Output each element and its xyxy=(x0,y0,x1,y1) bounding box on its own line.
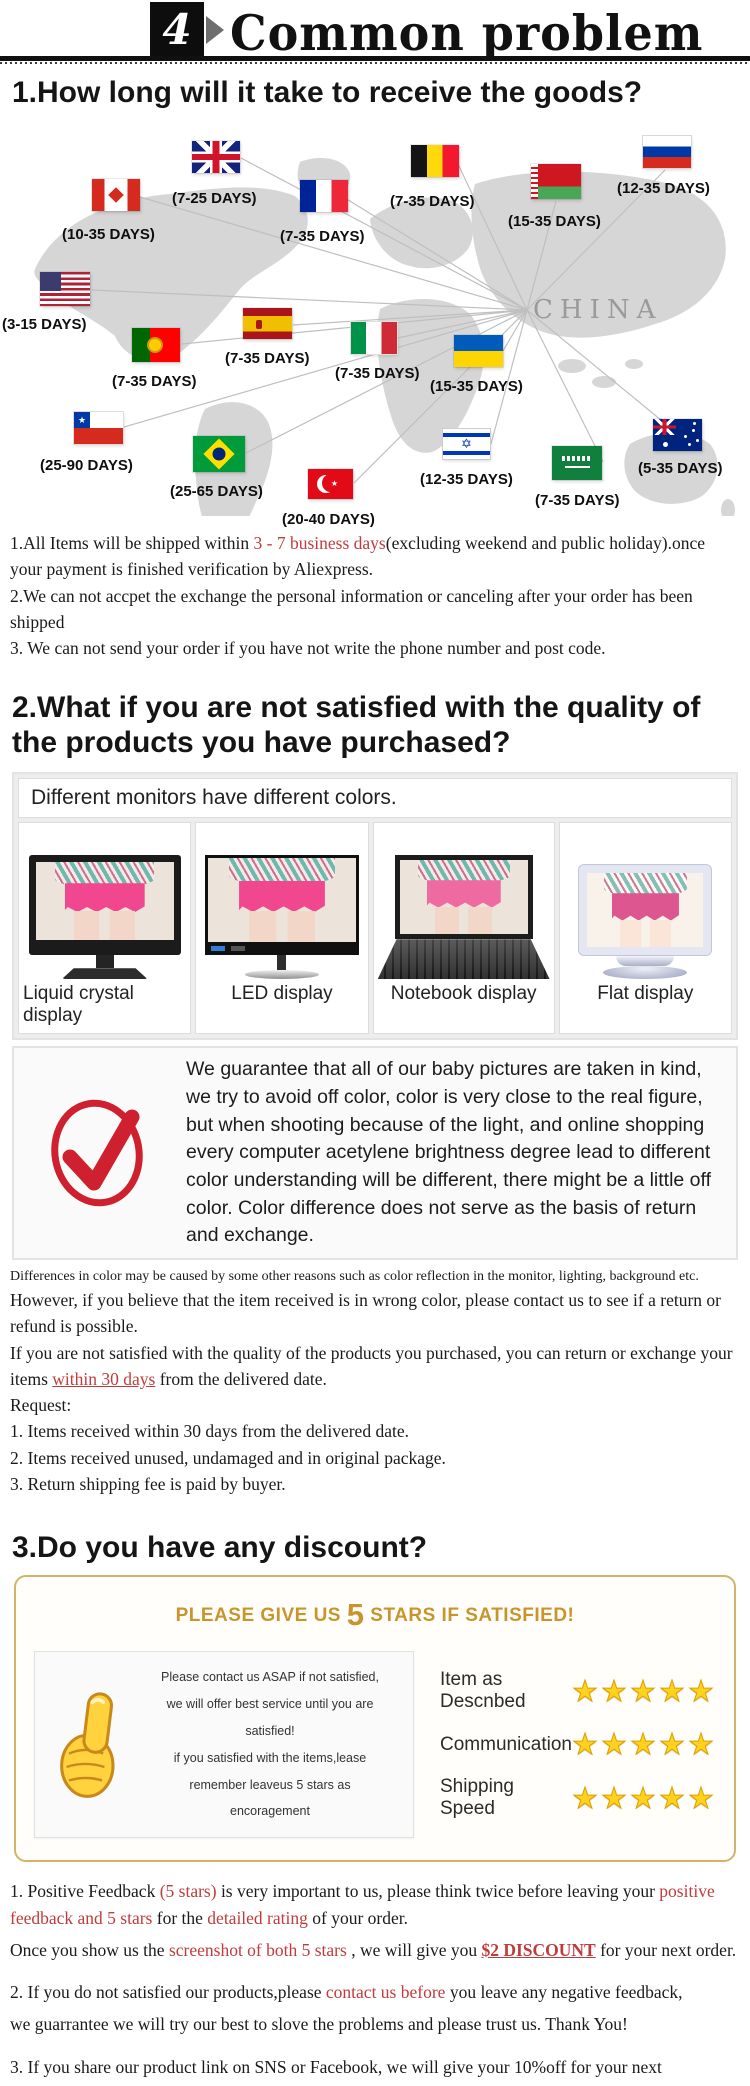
section-header-banner xyxy=(0,0,750,62)
star-icon: ★ xyxy=(630,1729,659,1762)
guarantee-panel xyxy=(12,1046,738,1260)
promise-line: if you satisfied with the items,lease xyxy=(173,1750,367,1765)
service-promise-text xyxy=(137,1664,403,1825)
shipping-days-label: (15-35 DAYS) xyxy=(508,213,601,230)
shipping-days-label: (7-35 DAYS) xyxy=(225,350,310,367)
paragraph-contact: However, if you believe that the item received is in wrong color, please contact us to see if a return or refund is possible. xyxy=(10,1290,721,1337)
monitor-cell-flat xyxy=(559,822,732,1034)
request-item-1: 1. Items received within 30 days from the delivered date. xyxy=(10,1421,409,1442)
policy-text: of your order. xyxy=(307,1907,409,1928)
flag-turkey-icon xyxy=(308,469,353,499)
monitor-cell-led xyxy=(195,822,368,1034)
shipping-days-label: (7-25 DAYS) xyxy=(172,190,257,207)
feedback-content-row xyxy=(34,1651,716,1838)
policy-text: you leave any negative feedback, xyxy=(445,1982,683,2003)
flag-france-icon xyxy=(300,180,348,212)
policy-paragraph-2 xyxy=(10,1937,740,1963)
shipping-days-label: (5-35 DAYS) xyxy=(638,460,723,477)
policy-highlight: (5 stars) xyxy=(159,1881,217,1902)
lcd-monitor-image xyxy=(29,831,181,979)
discount-highlight: $2 DISCOUNT xyxy=(481,1939,596,1960)
shipping-note-1 xyxy=(10,530,740,583)
flag-chile-icon xyxy=(74,412,123,444)
shipping-days-label: (7-35 DAYS) xyxy=(535,492,620,509)
promise-line: satisfied! xyxy=(245,1723,295,1738)
shipping-days-label: (7-35 DAYS) xyxy=(335,365,420,382)
china-map-label: CHINA xyxy=(533,295,663,325)
flag-belarus-icon xyxy=(531,164,581,199)
thumbs-up-icon xyxy=(45,1690,137,1800)
monitor-label: Liquid crystal display xyxy=(23,983,134,1027)
shipping-days-label: (20-40 DAYS) xyxy=(282,511,375,528)
flag-ukraine-icon xyxy=(454,335,503,367)
feedback-policy-text xyxy=(0,1878,750,2080)
flag-canada-icon xyxy=(92,179,140,211)
paragraph-text: from the delivered date. xyxy=(155,1368,327,1389)
rating-rows xyxy=(440,1655,717,1834)
color-difference-notes xyxy=(0,1266,750,1497)
shipping-days-label: (10-35 DAYS) xyxy=(62,226,155,243)
shipping-days-label: (12-35 DAYS) xyxy=(420,471,513,488)
policy-text: 1. Positive Feedback xyxy=(10,1881,160,1902)
return-window-highlight: within 30 days xyxy=(52,1368,156,1389)
rating-row-communication xyxy=(440,1727,717,1762)
flag-portugal-icon xyxy=(132,328,180,362)
banner-text: PLEASE GIVE US xyxy=(175,1605,347,1627)
star-icon: ★ xyxy=(630,1782,659,1815)
request-item-2: 2. Items received unused, undamaged and in original package. xyxy=(10,1447,446,1468)
banner-text: STARS IF SATISFIED! xyxy=(364,1605,575,1627)
red-check-icon xyxy=(24,1099,174,1207)
rating-row-item-as-described xyxy=(440,1669,717,1713)
policy-text: is very important to us, please think twice before leaving your xyxy=(216,1881,660,1902)
shipping-days-label: (7-35 DAYS) xyxy=(280,228,365,245)
feedback-request-panel xyxy=(14,1575,736,1862)
star-icon: ★ xyxy=(688,1782,717,1815)
small-note: Differences in color may be caused by some other reasons such as color reflection in the monitor, lighting, background etc. xyxy=(10,1269,699,1285)
star-icon: ★ xyxy=(601,1729,630,1762)
five-stars-banner xyxy=(34,1597,716,1633)
policy-highlight: positive feedback and 5 stars xyxy=(10,1881,715,1928)
shipping-note-2: 2.We can not accpet the exchange the personal information or canceling after your order has been shipped xyxy=(10,585,693,632)
star-icon: ★ xyxy=(572,1782,601,1815)
led-monitor-image xyxy=(205,831,359,979)
world-map-graphic xyxy=(0,114,750,516)
flag-saudi-arabia-icon xyxy=(552,446,602,480)
monitor-label: Notebook display xyxy=(390,983,537,1005)
policy-paragraph-5: 3. If you share our product link on SNS or Facebook, we will give your 10%off for your next xyxy=(10,2056,662,2077)
notebook-image xyxy=(378,831,550,979)
shipping-days-label: (7-35 DAYS) xyxy=(390,193,475,210)
monitor-comparison-panel xyxy=(12,772,738,1040)
rating-label: Communication xyxy=(440,1733,572,1755)
star-icon: ★ xyxy=(688,1675,717,1708)
question-3-heading: 3.Do you have any discount? xyxy=(12,1531,428,1565)
star-icon: ★ xyxy=(659,1729,688,1762)
policy-text: Once you show us the xyxy=(10,1939,169,1960)
policy-highlight: screenshot of both 5 stars xyxy=(168,1939,347,1960)
note-text: (excluding weekend and public holiday).once your payment is finished verification by Aliexpress. xyxy=(10,533,706,580)
arrow-right-icon xyxy=(206,16,224,44)
flag-russia-icon xyxy=(643,136,691,168)
rating-label: Item as Descnbed xyxy=(440,1669,526,1713)
flag-usa-icon xyxy=(40,272,90,306)
monitor-row xyxy=(18,822,732,1034)
star-icon: ★ xyxy=(659,1675,688,1708)
note-highlight: 3 - 7 business days xyxy=(253,533,386,553)
five-star-rating xyxy=(572,1674,717,1709)
flag-uk-icon xyxy=(192,141,240,173)
policy-paragraph-3 xyxy=(10,1979,740,2005)
paragraph-return xyxy=(10,1340,740,1393)
shipping-days-label: (3-15 DAYS) xyxy=(2,316,87,333)
banner-five: 5 xyxy=(346,1597,365,1633)
star-icon: ★ xyxy=(601,1782,630,1815)
policy-text: for your next order. xyxy=(595,1939,737,1960)
promise-line: Please contact us ASAP if not satisfied, xyxy=(161,1670,379,1685)
policy-paragraph-4: we guarrantee we will try our best to slove the problems and please trust us. Thank You! xyxy=(10,2014,628,2035)
paragraph-text: If you are not satisfied with the quality of the products you purchased, you can return or exchange your items xyxy=(10,1342,733,1389)
promise-line: we will offer best service until you are xyxy=(166,1696,374,1711)
flag-spain-icon xyxy=(243,308,292,339)
flag-israel-icon xyxy=(443,429,490,459)
question-1-heading: 1.How long will it take to receive the goods? xyxy=(12,76,643,109)
star-icon: ★ xyxy=(572,1729,601,1762)
star-icon: ★ xyxy=(688,1729,717,1762)
star-icon: ★ xyxy=(659,1782,688,1815)
shipping-notes xyxy=(0,530,750,661)
flag-australia-icon xyxy=(653,419,702,451)
flag-belgium-icon xyxy=(411,145,459,177)
monitor-panel-title: Different monitors have different colors. xyxy=(18,778,732,818)
flat-monitor-image xyxy=(578,831,712,979)
monitor-label: Flat display xyxy=(597,983,694,1005)
policy-text: for the xyxy=(152,1907,208,1928)
rating-row-shipping-speed xyxy=(440,1776,717,1820)
section-number: 4 xyxy=(162,4,192,54)
page-title: Common problem xyxy=(230,4,704,62)
policy-text: 2. If you do not satisfied our products,please xyxy=(10,1982,326,2003)
guarantee-text: We guarantee that all of our baby pictures are taken in kind, we try to avoid off color, color is very close to the real figure, but when shooting because of the light, and online shopping every computer acetylene brightness degree lead to different color understanding will be different, there might be a little off color. Color difference does not serve as the basis of return and exchange. xyxy=(186,1058,712,1247)
note-text: 1.All Items will be shipped within xyxy=(10,533,254,553)
star-icon: ★ xyxy=(572,1675,601,1708)
shipping-days-label: (12-35 DAYS) xyxy=(617,180,710,197)
shipping-days-label: (15-35 DAYS) xyxy=(430,378,523,395)
star-icon: ★ xyxy=(630,1675,659,1708)
promise-line: remember leaveus 5 stars as xyxy=(189,1777,351,1792)
rating-label: Shipping Speed xyxy=(440,1776,514,1820)
question-2-heading: 2.What if you are not satisfied with the quality of the products you have purchased? xyxy=(12,691,701,759)
policy-text: , we will give you xyxy=(346,1939,482,1960)
policy-paragraph-1 xyxy=(10,1878,740,1931)
shipping-days-label: (25-65 DAYS) xyxy=(170,483,263,500)
flag-italy-icon xyxy=(351,322,397,354)
flag-brazil-icon xyxy=(193,436,245,472)
shipping-note-3: 3. We can not send your order if you have not write the phone number and post code. xyxy=(10,638,606,658)
promise-line: encoragement xyxy=(230,1804,310,1819)
thumb-up-card xyxy=(34,1651,414,1838)
star-icon: ★ xyxy=(601,1675,630,1708)
five-star-rating xyxy=(572,1781,717,1816)
policy-highlight: detailed rating xyxy=(207,1907,308,1928)
monitor-cell-lcd xyxy=(18,822,191,1034)
shipping-days-label: (7-35 DAYS) xyxy=(112,373,197,390)
request-label: Request: xyxy=(10,1395,72,1416)
shipping-days-label: (25-90 DAYS) xyxy=(40,457,133,474)
monitor-label: LED display xyxy=(231,983,333,1005)
five-star-rating xyxy=(572,1727,717,1762)
shipping-world-map xyxy=(0,114,750,528)
request-item-3: 3. Return shipping fee is paid by buyer. xyxy=(10,1473,286,1494)
section-number-badge xyxy=(150,2,204,56)
monitor-cell-notebook xyxy=(373,822,555,1034)
divider-dotted xyxy=(0,61,750,66)
policy-highlight: contact us before xyxy=(325,1982,446,2003)
